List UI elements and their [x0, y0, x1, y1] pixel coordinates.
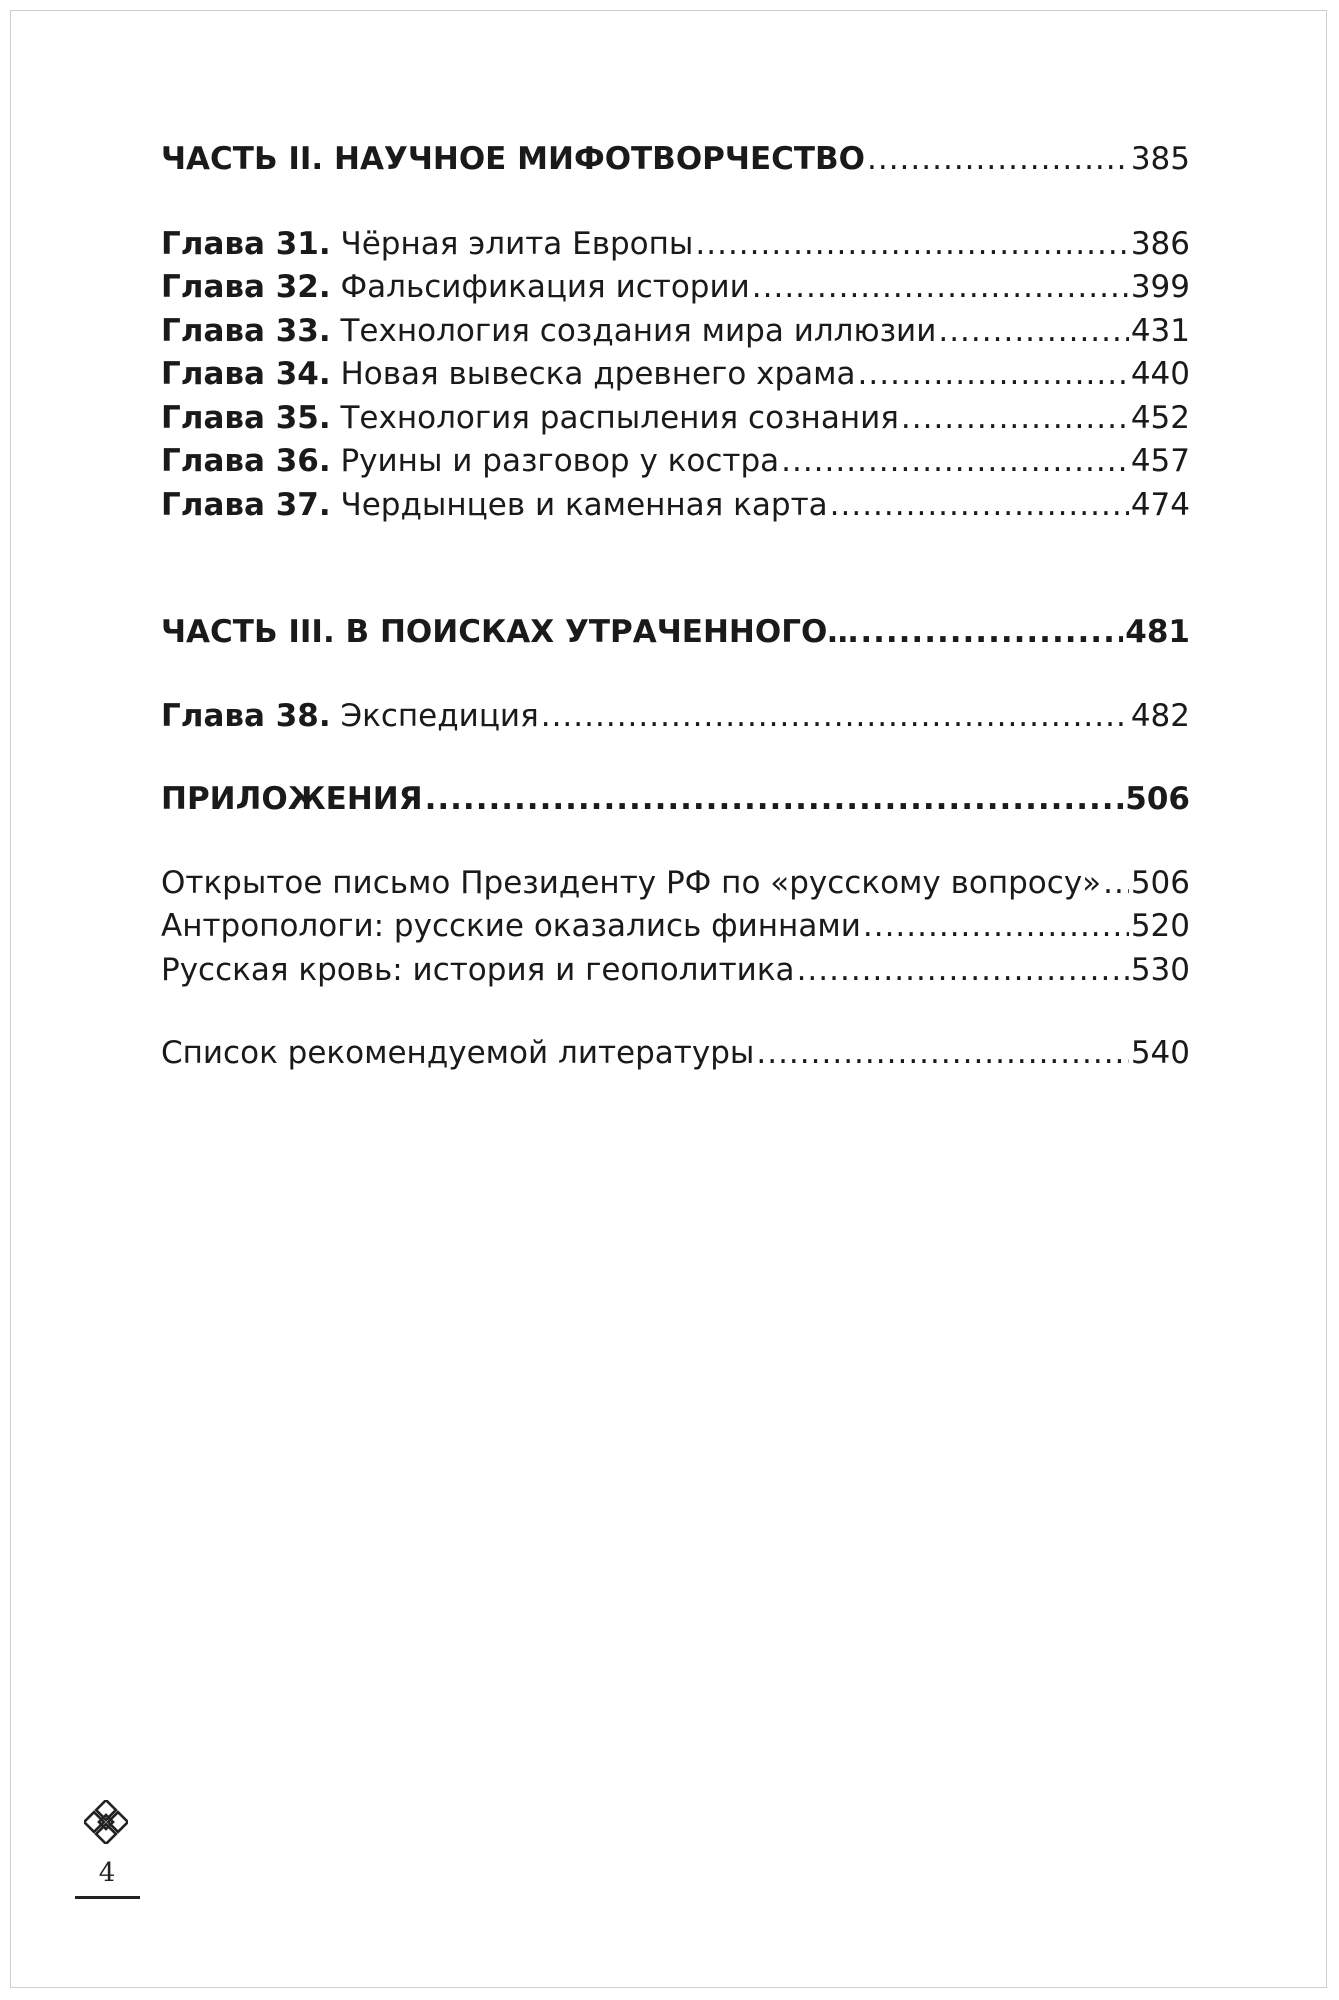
section-title: ПРИЛОЖЕНИЯ — [161, 781, 423, 817]
toc-appendix-item-2[interactable] — [161, 905, 1190, 949]
item-title: Русская кровь: история и геополитика — [161, 951, 795, 988]
toc-appendix-item-3[interactable] — [161, 949, 1190, 993]
toc-part-3[interactable] — [161, 611, 1190, 655]
chapter-title: Фальсификация истории — [340, 269, 750, 305]
dot-leader — [938, 310, 1128, 354]
page-ref: 506 — [1130, 864, 1190, 901]
chapter-number: Глава 33. — [161, 312, 331, 349]
toc-part-2[interactable] — [161, 138, 1190, 182]
chapter-title: Новая вывеска древнего храма — [340, 356, 856, 392]
dot-leader — [752, 266, 1129, 310]
page-ref: 440 — [1130, 356, 1190, 392]
toc-chapter-32[interactable] — [161, 266, 1190, 310]
toc-chapter-35[interactable] — [161, 397, 1190, 441]
chapter-title: Чёрная элита Европы — [340, 225, 694, 262]
dot-leader — [867, 138, 1129, 182]
toc-chapter-33[interactable] — [161, 310, 1190, 354]
chapter-title: Технология создания мира иллюзии — [340, 312, 937, 349]
page-ref: 474 — [1130, 486, 1190, 523]
dot-leader — [901, 397, 1129, 441]
page-ref: 530 — [1130, 951, 1190, 988]
dot-leader — [756, 1032, 1128, 1076]
part-title: ЧАСТЬ III. В ПОИСКАХ УТРАЧЕННОГО… — [161, 614, 859, 650]
item-title: Список рекомендуемой литературы — [161, 1035, 755, 1071]
chapter-title: Руины и разговор у костра — [340, 443, 780, 479]
toc-chapter-38[interactable] — [161, 695, 1190, 739]
dot-leader — [695, 223, 1128, 267]
toc-appendix-item-1[interactable] — [161, 862, 1190, 906]
page-ref: 481 — [1125, 614, 1190, 650]
chapter-number: Глава 36. — [161, 443, 331, 479]
dot-leader — [425, 778, 1124, 822]
chapter-number: Глава 32. — [161, 269, 331, 305]
page-ref: 431 — [1130, 312, 1190, 349]
page-ref: 452 — [1130, 399, 1190, 436]
chapter-number: Глава 31. — [161, 225, 331, 262]
page-ref: 482 — [1130, 697, 1190, 734]
dot-leader — [541, 695, 1129, 739]
dot-leader — [1103, 862, 1129, 906]
page-ref: 520 — [1130, 908, 1190, 944]
item-title: Антропологи: русские оказались финнами — [161, 908, 861, 944]
toc-appendix[interactable] — [161, 778, 1190, 822]
chapter-number: Глава 35. — [161, 399, 331, 436]
chapter-number: Глава 34. — [161, 356, 331, 392]
page-ref: 457 — [1130, 443, 1190, 479]
dot-leader — [797, 949, 1129, 993]
page-ref: 399 — [1130, 269, 1190, 305]
toc-chapter-36[interactable] — [161, 440, 1190, 484]
chapter-number: Глава 38. — [161, 697, 331, 734]
page-ref: 540 — [1130, 1035, 1190, 1071]
chapter-title: Экспедиция — [340, 697, 539, 734]
item-title: Открытое письмо Президенту РФ по «русскому вопросу» — [161, 864, 1102, 901]
page-number: 4 — [98, 1858, 116, 1888]
page-number-underline — [75, 1896, 140, 1899]
dot-leader — [858, 353, 1129, 397]
page-ref: 385 — [1130, 141, 1190, 177]
dot-leader — [830, 484, 1129, 528]
chapter-title: Технология распыления сознания — [340, 399, 899, 436]
chapter-title: Чердынцев и каменная карта — [340, 486, 828, 523]
chapter-number: Глава 37. — [161, 486, 331, 523]
toc-chapter-37[interactable] — [161, 484, 1190, 528]
page-ref: 506 — [1125, 781, 1190, 817]
table-of-contents — [161, 138, 1190, 1076]
toc-chapter-34[interactable] — [161, 353, 1190, 397]
knot-ornament-icon — [84, 1800, 128, 1844]
part-title: ЧАСТЬ II. НАУЧНОЕ МИФОТВОРЧЕСТВО — [161, 141, 865, 177]
dot-leader — [781, 440, 1129, 484]
page-ref: 386 — [1130, 225, 1190, 262]
toc-chapter-31[interactable] — [161, 223, 1190, 267]
toc-literature[interactable] — [161, 1032, 1190, 1076]
dot-leader — [863, 905, 1129, 949]
dot-leader — [860, 611, 1123, 655]
